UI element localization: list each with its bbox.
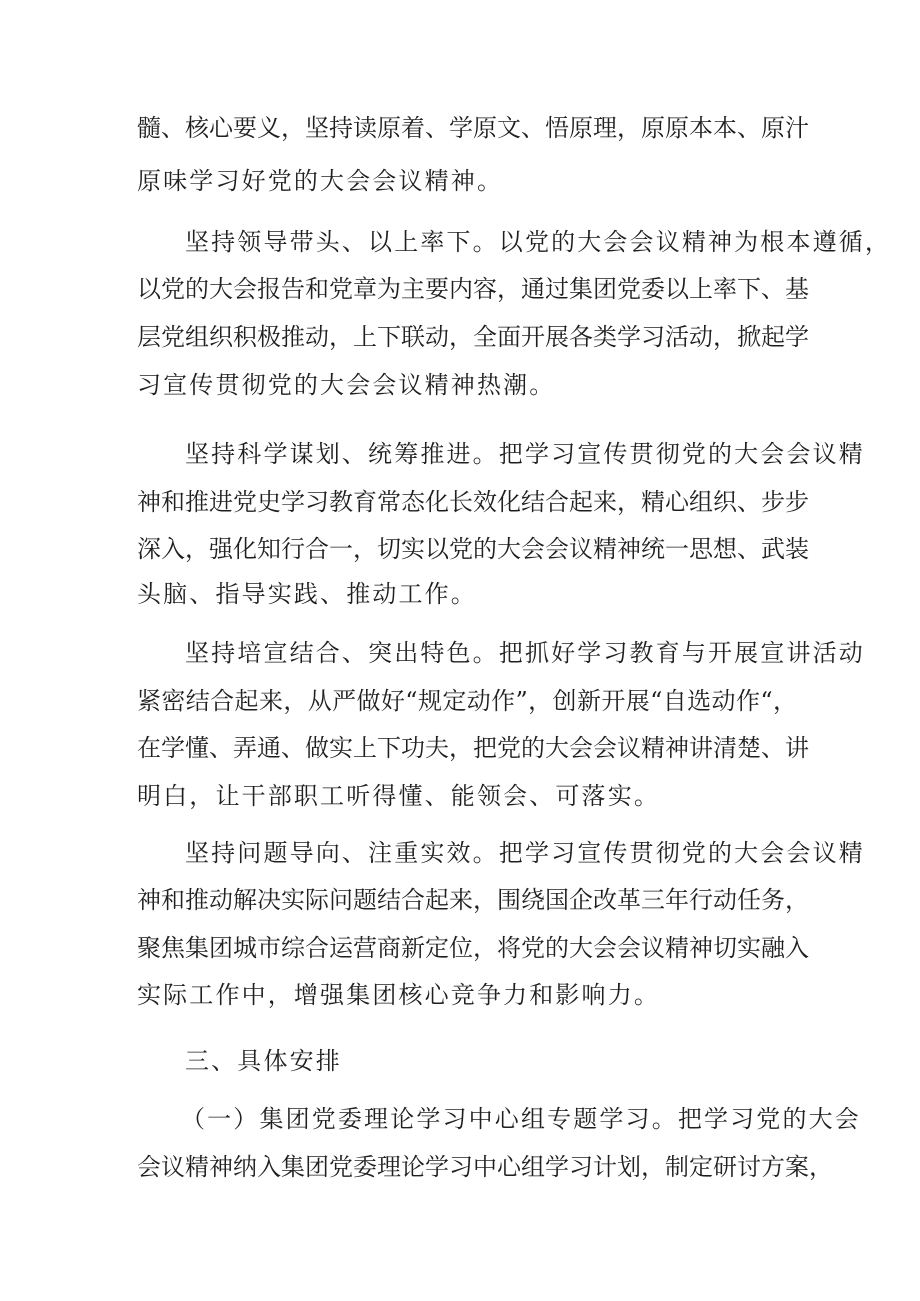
- paragraph-2-line-4: 习宣传贯彻党的大会会议精神热潮。: [137, 371, 556, 399]
- paragraph-1-line-2: 原味学习好党的大会会议精神。: [137, 167, 504, 195]
- paragraph-5-line-2: 神和推动解决实际问题结合起来，围绕国企改革三年行动任务，: [137, 886, 809, 914]
- paragraph-6-line-1: （一）集团党委理论学习中心组专题学习。把学习党的大会: [181, 1105, 861, 1133]
- paragraph-5-line-3: 聚焦集团城市综合运营商新定位，将党的大会会议精神切实融入: [137, 934, 809, 962]
- paragraph-3-line-4: 头脑、指导实践、推动工作。: [137, 580, 477, 608]
- paragraph-2-line-2: 以党的大会报告和党章为主要内容，通过集团党委以上率下、基: [137, 275, 809, 303]
- paragraph-2-line-1: 坚持领导带头、以上率下。以党的大会会议精神为根本遵循，: [185, 228, 892, 256]
- paragraph-1-line-1: 髓、核心要义，坚持读原着、学原文、悟原理，原原本本、原汁: [137, 114, 809, 142]
- section-heading-specific-arrangements: 三、具体安排: [185, 1047, 342, 1075]
- paragraph-4-line-1: 坚持培宣结合、突出特色。把抓好学习教育与开展宣讲活动: [185, 639, 865, 667]
- paragraph-6-line-2: 会议精神纳入集团党委理论学习中心组学习计划，制定研讨方案，: [137, 1153, 833, 1181]
- paragraph-5-line-1: 坚持问题导向、注重实效。把学习宣传贯彻党的大会会议精: [185, 839, 865, 867]
- paragraph-3-line-1: 坚持科学谋划、统筹推进。把学习宣传贯彻党的大会会议精: [185, 440, 865, 468]
- paragraph-4-line-4: 明白，让干部职工听得懂、能领会、可落实。: [137, 782, 660, 810]
- paragraph-2-line-3: 层党组织积极推动，上下联动，全面开展各类学习活动，掀起学: [137, 323, 809, 351]
- paragraph-5-line-4: 实际工作中，增强集团核心竞争力和影响力。: [137, 981, 660, 1009]
- paragraph-3-line-3: 深入，强化知行合一，切实以党的大会会议精神统一思想、武装: [137, 535, 809, 563]
- paragraph-3-line-2: 神和推进党史学习教育常态化长效化结合起来，精心组织、步步: [137, 488, 809, 516]
- paragraph-4-line-2: 紧密结合起来，从严做好“规定动作”，创新开展“自选动作“，: [137, 687, 797, 715]
- paragraph-4-line-3: 在学懂、弄通、做实上下功夫，把党的大会会议精神讲清楚、讲: [137, 734, 809, 762]
